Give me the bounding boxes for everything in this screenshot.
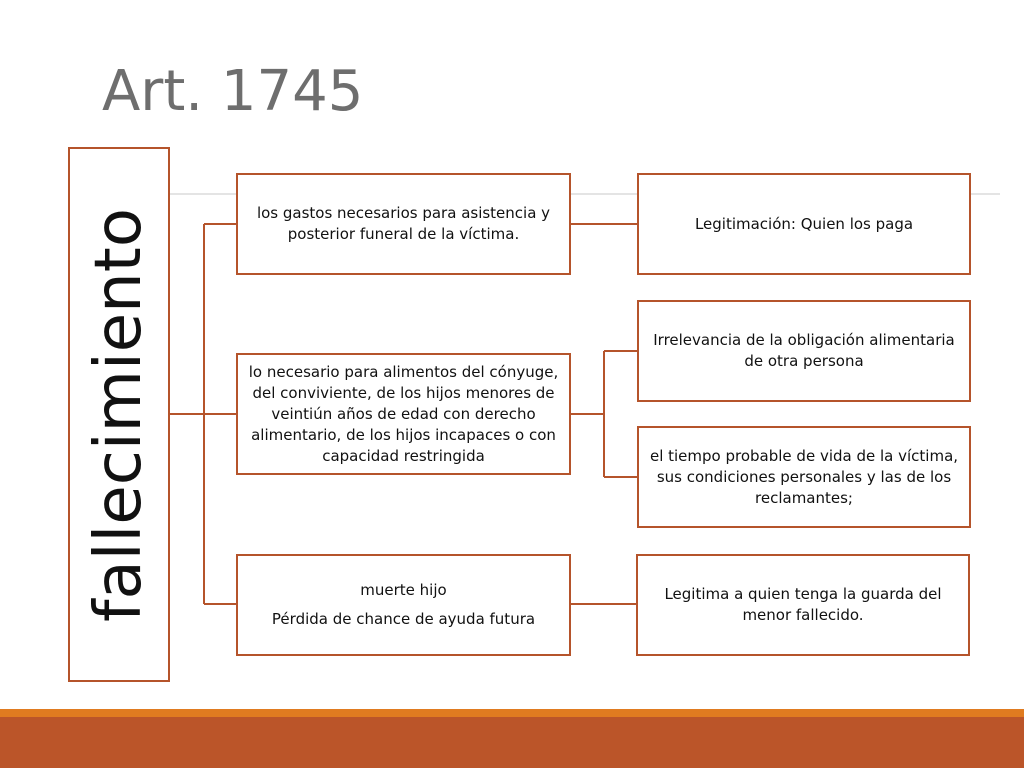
node-legitima-guarda: [636, 554, 970, 656]
footer-bar: [0, 717, 1024, 768]
node-muerte-hijo: [236, 554, 571, 656]
node-muerte-hijo-line1: muerte hijo: [360, 581, 447, 599]
node-gastos-necesarios-label: los gastos necesarios para asistencia y posterior funeral de la víctima.: [256, 204, 551, 243]
node-irrelevancia: [637, 300, 971, 402]
node-tiempo-probable-label: el tiempo probable de vida de la víctima, sus condiciones personales y las de los reclamantes;: [649, 446, 959, 507]
footer-accent-stripe: [0, 709, 1024, 717]
node-tiempo-probable: [637, 426, 971, 528]
node-legitimacion-label: Legitimación: Quien los paga: [694, 214, 914, 233]
node-muerte-hijo-line2: Pérdida de chance de ayuda futura: [271, 610, 536, 628]
root-node-fallecimiento: [68, 147, 170, 682]
node-legitimacion: [637, 173, 971, 275]
node-alimentos-label: lo necesario para alimentos del cónyuge, del conviviente, de los hijos menores de veintiún años de edad con derecho alimentario, de los hijos incapaces o con capacidad restringida: [248, 362, 559, 465]
node-alimentos: [236, 353, 571, 475]
slide-title: Art. 1745: [102, 59, 364, 124]
root-node-label: fallecimiento: [82, 207, 156, 622]
node-gastos-necesarios: [236, 173, 571, 275]
node-legitima-guarda-label: Legitima a quien tenga la guarda del menor fallecido.: [664, 585, 942, 624]
node-irrelevancia-label: Irrelevancia de la obligación alimentaria de otra persona: [653, 331, 955, 370]
